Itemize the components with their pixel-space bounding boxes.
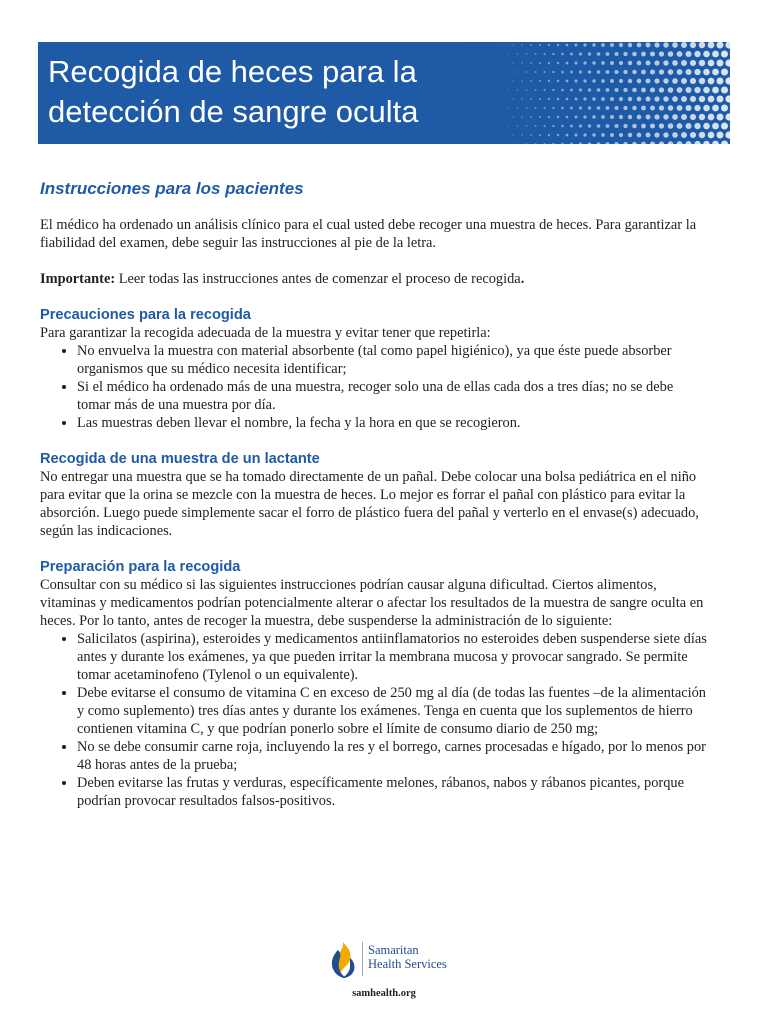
list-item: • Salicilatos (aspirina), esteroides y medicamentos antiinflamatorios no esteroides deben suspenderse siete días antes y durante los exámenes, ya que pueden irritar la membrana mucosa y provocar sangrado. Se permite tomar acetaminofeno (Tylenol o un equivalente).: [77, 630, 708, 684]
important-text: Leer todas las instrucciones antes de comenzar el proceso de recogida: [115, 271, 521, 287]
section-title-precautions: Precauciones para la recogida: [40, 307, 251, 323]
logo-line1: Samaritan: [368, 943, 419, 957]
important-period: .: [520, 271, 525, 287]
logo-wordmark: [368, 943, 447, 971]
list-item: • Las muestras deben llevar el nombre, la fecha y la hora en que se recogieron.: [77, 414, 708, 432]
important-label: Importante:: [40, 271, 116, 287]
flame-logo-icon: [326, 940, 360, 980]
footer-url: samhealth.org: [352, 988, 416, 999]
logo-line2: Health Services: [368, 957, 447, 971]
page-title: [48, 52, 419, 132]
samaritan-logo: [326, 940, 486, 982]
intro-paragraph: El médico ha ordenado un análisis clínico para el cual usted debe recoger una muestra de heces. Para garantizar la fiabilidad del examen, debe seguir las instrucciones al pie de la letra.: [40, 217, 697, 251]
precautions-lead: Para garantizar la recogida adecuada de la muestra y evitar tener que repetirla:: [40, 325, 491, 341]
document-body: [40, 178, 708, 810]
precautions-list: [40, 342, 708, 432]
list-item: • Deben evitarse las frutas y verduras, específicamente melones, rábanos, nabos y rábanos picantes, porque podrían provocar resultados falsos-positivos.: [77, 774, 708, 810]
infant-paragraph: No entregar una muestra que se ha tomado directamente de un pañal. Debe colocar una bolsa pediátrica en el niño para evitar que la orina se mezcle con la muestra de heces. Lo mejor es forrar el pañal con plástico para evitar la absorción. Luego puede simplemente sacar el forro de plástico fuera del pañal y verterlo en el envase(s) adecuado, según las indicaciones.: [40, 469, 699, 539]
list-item: • Debe evitarse el consumo de vitamina C en exceso de 250 mg al día (de todas las fuentes –de la alimentación y como suplemento) tres días antes y durante los exámenes. Tenga en cuenta que los suplementos de hierro contienen vitamina C, y que podrían ponerlo sobre el límite de consumo diario de 250 mg;: [77, 684, 708, 738]
page-title-line1: Recogida de heces para la: [48, 54, 417, 89]
list-item: • Si el médico ha ordenado más de una muestra, recoger solo una de ellas cada dos a tres días; no se debe tomar más de una muestra por día.: [77, 378, 708, 414]
important-note: [40, 270, 708, 288]
section-title-preparation: Preparación para la recogida: [40, 559, 241, 575]
page-title-line2: detección de sangre oculta: [48, 94, 419, 129]
section-title-infant: Recogida de una muestra de un lactante: [40, 451, 320, 467]
logo-divider: [362, 942, 363, 976]
subtitle: Instrucciones para los pacientes: [40, 179, 304, 198]
header-banner: [38, 42, 730, 144]
list-item: • No se debe consumir carne roja, incluyendo la res y el borrego, carnes procesadas e hígado, por lo menos por 48 horas antes de la prueba;: [77, 738, 708, 774]
list-item: • No envuelva la muestra con material absorbente (tal como papel higiénico), ya que éste puede absorber organismos que su médico necesita identificar;: [77, 342, 708, 378]
preparation-list: [40, 630, 708, 810]
preparation-lead: Consultar con su médico si las siguientes instrucciones podrían causar alguna dificultad. Ciertos alimentos, vitaminas y medicamentos podrían potencialmente alterar o afectar los resultados de la muestra de sangre oculta en heces. Por lo tanto, antes de recoger la muestra, debe suspenderse la administración de lo siguiente:: [40, 577, 704, 629]
